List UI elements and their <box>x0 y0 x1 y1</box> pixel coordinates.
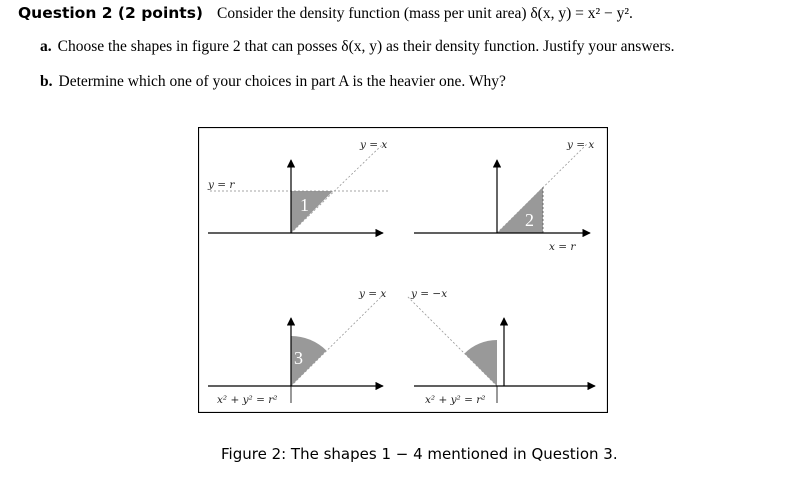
shapes-figure <box>198 127 608 413</box>
question-text: Consider the density function (mass per unit area) δ(x, y) = x² − y². <box>217 5 633 22</box>
part-b-label: b. <box>40 73 53 90</box>
part-a <box>40 38 674 56</box>
shape-2-number: 2 <box>525 210 534 230</box>
shape-4-number: 4 <box>465 365 474 385</box>
part-a-text: Choose the shapes in figure 2 that can posses δ(x, y) as their density function. Justify your answers. <box>57 38 675 55</box>
shape-3-label-circle: x² + y² = r² <box>217 394 278 406</box>
part-b <box>40 73 506 91</box>
question-header <box>18 4 633 23</box>
shape-1-label-diagonal: y = x <box>360 139 388 151</box>
part-a-label: a. <box>40 38 52 55</box>
figure-frame <box>199 128 608 413</box>
shape-1-label-horizontal: y = r <box>208 179 235 191</box>
figure-caption: Figure 2: The shapes 1 − 4 mentioned in Question 3. <box>221 445 618 463</box>
shape-4-label-circle: x² + y² = r² <box>425 394 486 406</box>
shape-2-label-vertical: x = r <box>549 241 576 253</box>
shape-3-number: 3 <box>294 348 303 368</box>
question-heading: Question 2 (2 points) <box>18 4 204 22</box>
shape-4-label-diagonal: y = −x <box>411 288 448 300</box>
shape-3-label-diagonal: y = x <box>359 288 387 300</box>
shape-1-number: 1 <box>300 195 309 215</box>
part-b-text: Determine which one of your choices in part A is the heavier one. Why? <box>58 73 506 90</box>
shape-2-label-diagonal: y = x <box>567 139 595 151</box>
